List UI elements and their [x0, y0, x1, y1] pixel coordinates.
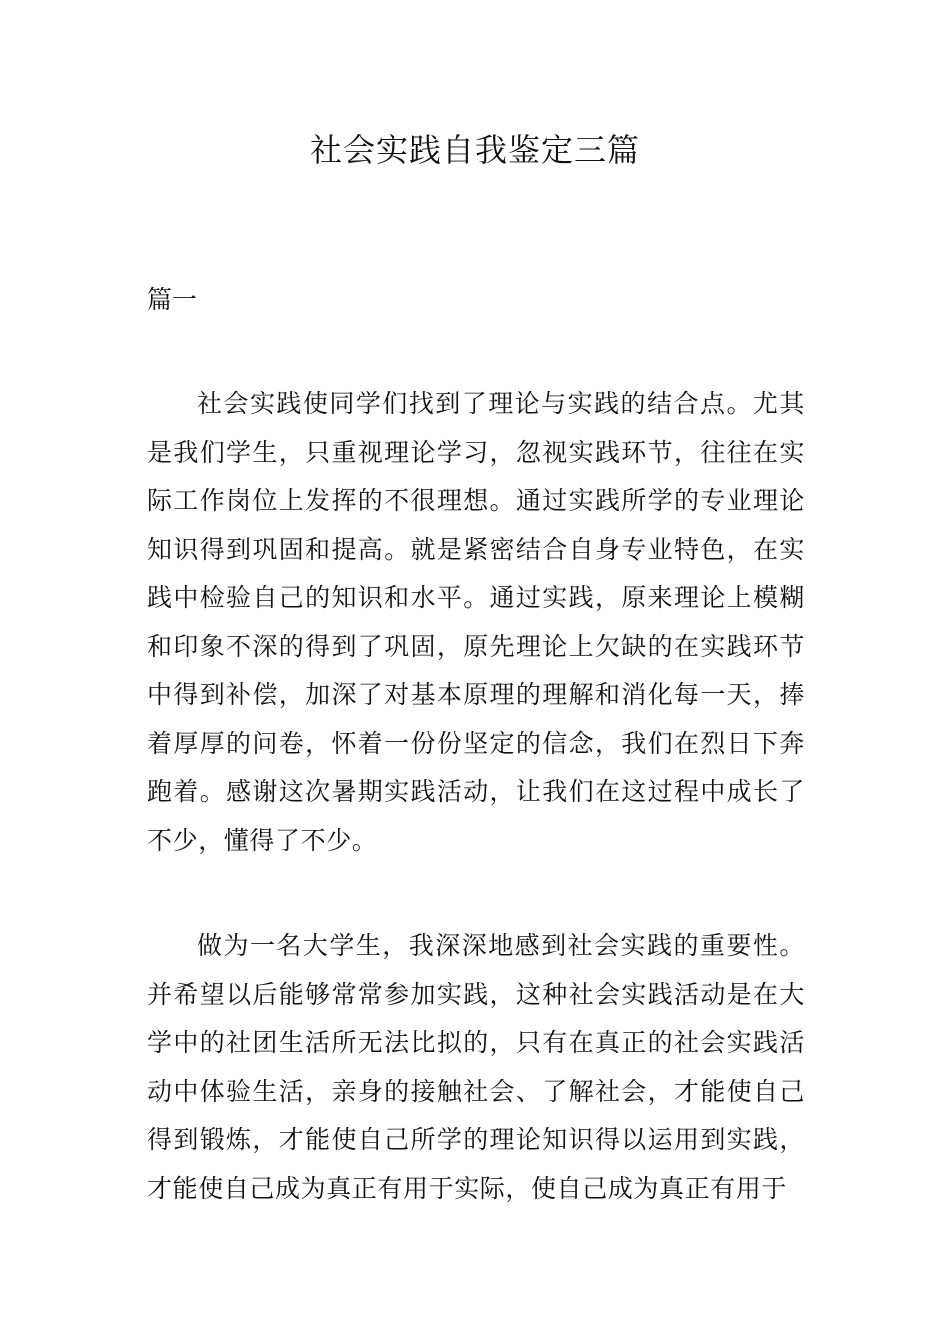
paragraph-2: 做为一名大学生，我深深地感到社会实践的重要性。并希望以后能够常常参加实践，这种社会实践活动是在大学中的社团生活所无法比拟的，只有在真正的社会实践活动中体验生活，亲身的接触社会、了解社会，才能使自己得到锻炼，才能使自己所学的理论知识得以运用到实践，才能使自己成为真正有用于实际，使自己成为真正有用于 — [147, 931, 805, 1203]
document-title: 社会实践自我鉴定三篇 — [309, 131, 640, 169]
section-heading: 篇一 — [147, 285, 198, 314]
paragraph-1: 社会实践使同学们找到了理论与实践的结合点。尤其是我们学生，只重视理论学习，忽视实践环节，往往在实际工作岗位上发挥的不很理想。通过实践所学的专业理论知识得到巩固和提高。就是紧密结合自身专业特色，在实践中检验自己的知识和水平。通过实践，原来理论上模糊和印象不深的得到了巩固，原先理论上欠缺的在实践环节中得到补偿，加深了对基本原理的理解和消化每一天，捧着厚厚的问卷，怀着一份份坚定的信念，我们在烈日下奔跑着。感谢这次暑期实践活动，让我们在这过程中成长了不少，懂得了不少。 — [147, 389, 805, 855]
